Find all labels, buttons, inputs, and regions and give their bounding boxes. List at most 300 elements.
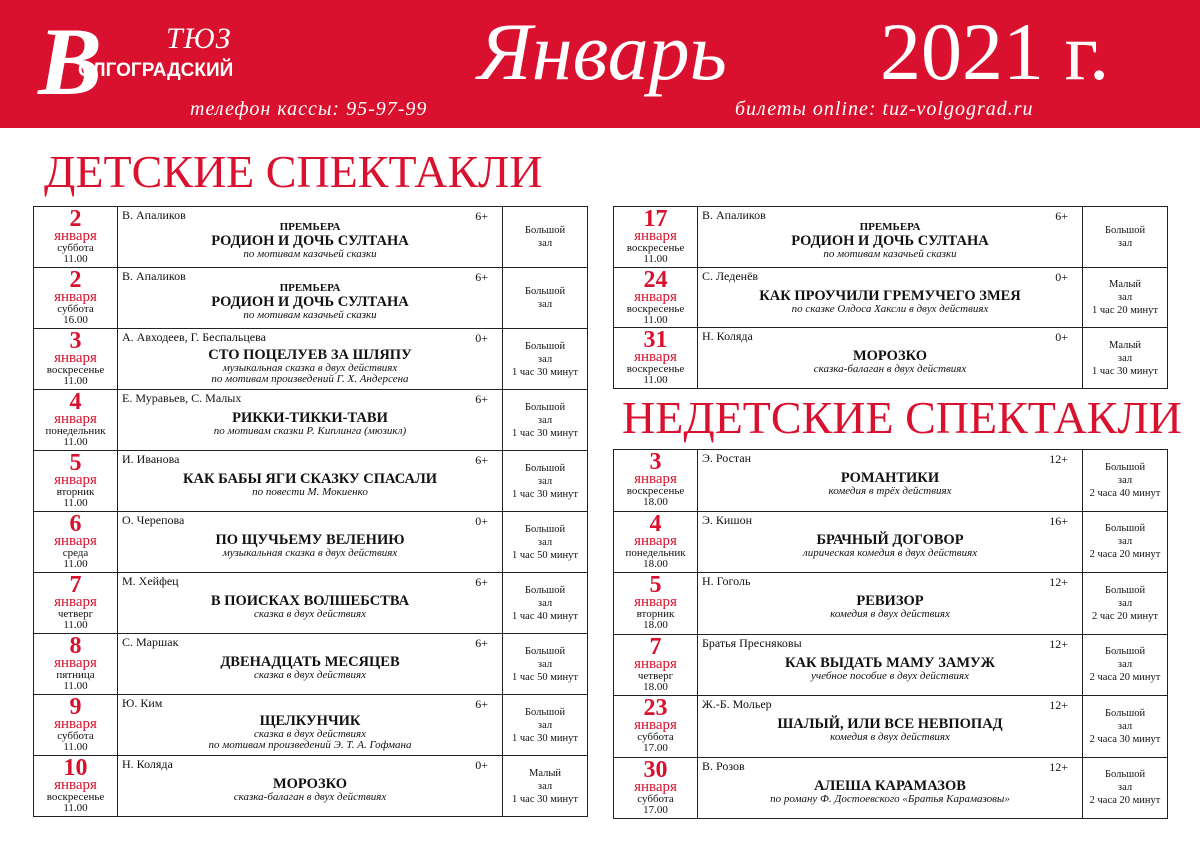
date-day: 5 [69,450,82,476]
weekday: пятница [56,669,95,681]
hall-word: зал [537,719,553,731]
show-body [118,593,502,620]
author: О. Черепова [122,513,185,527]
show-cell [118,390,503,451]
date-cell [34,634,118,695]
show-body [698,288,1082,315]
date-month: января [54,350,97,366]
show-cell [698,450,1083,512]
schedule-row[interactable] [34,634,588,695]
date-day: 24 [643,267,668,293]
hall-cell [503,268,588,329]
age-rating: 6+ [475,636,488,650]
hall-word: зал [1117,536,1133,548]
show-body [118,654,502,681]
hall-name: Большой [524,584,566,596]
show-subtitle: по мотивам сказки Р. Киплинга (мюзикл) [213,425,407,437]
weekday: воскресенье [626,242,685,254]
show-title[interactable]: ПО ЩУЧЬЕМУ ВЕЛЕНИЮ [215,532,405,548]
weekday: воскресенье [626,363,685,376]
schedule-row[interactable] [614,634,1168,696]
show-subtitle: музыкальная сказка в двух действиях [222,362,398,374]
show-cell [698,511,1083,573]
adult-section-title: НЕДЕТСКИЕ СПЕКТАКЛИ [622,392,1182,443]
logo-city: ОЛГОГРАДСКИЙ [78,60,234,81]
date-month: января [54,655,97,671]
show-body [698,716,1082,743]
hall-word: зал [1117,597,1133,609]
show-cell [698,634,1083,696]
date-cell [34,329,118,390]
date-month: января [54,777,97,793]
hall-word: зал [537,238,553,249]
hall-name: Большой [524,286,566,297]
show-time: 11.00 [63,619,88,631]
date-month: января [634,349,677,366]
show-time: 11.00 [63,497,88,509]
weekday: суббота [637,792,674,805]
duration: 2 часа 40 минут [1089,487,1161,499]
show-subtitle-2: по мотивам произведений Э. Т. А. Гофмана [208,739,412,751]
author: С. Леденёв [702,268,759,283]
age-rating: 0+ [475,331,488,345]
hall-name: Малый [528,767,561,779]
hall-word: зал [537,658,553,670]
hall-word: зал [1117,720,1133,732]
date-cell [34,695,118,756]
author: Э. Ростан [702,451,752,465]
hall-cell [503,573,588,634]
show-cell [118,268,503,329]
hall-name: Большой [1104,646,1146,658]
hall-cell [1083,267,1168,328]
schedule-row[interactable] [614,450,1168,512]
date-cell [614,267,698,328]
show-time: 18.00 [643,680,668,693]
hall-word: зал [537,414,553,426]
show-cell [118,573,503,634]
hall-cell [503,756,588,817]
hall-name: Малый [1108,279,1141,291]
hall-name: Большой [524,706,566,718]
date-day: 8 [69,633,82,659]
date-day: 6 [69,511,82,537]
hall-cell [1083,450,1168,512]
hall-word: зал [537,780,553,792]
age-rating: 0+ [1055,269,1068,284]
show-subtitle: музыкальная сказка в двух действиях [222,547,398,559]
author: А. Авходеев, Г. Беспальцева [122,330,266,344]
hall-word: зал [537,299,553,310]
show-subtitle: учебное пособие в двух действиях [810,669,970,682]
duration: 1 час 30 минут [512,427,578,439]
show-body [118,347,502,385]
date-month: января [54,411,97,427]
hall-cell [503,390,588,451]
hall-cell [503,695,588,756]
date-month: января [54,289,97,305]
date-cell [614,634,698,696]
author: Э. Кишон [702,512,753,527]
weekday: среда [62,547,89,559]
show-time: 11.00 [643,374,668,387]
age-rating: 6+ [1055,209,1068,223]
hall-word: зал [1117,474,1133,486]
hall-name: Большой [1104,769,1146,781]
date-cell [614,207,698,268]
age-rating: 12+ [1049,759,1068,774]
hall-cell [503,451,588,512]
show-time: 11.00 [643,253,668,265]
schedule-row[interactable] [614,573,1168,635]
year-title: 2021 г. [880,6,1110,97]
schedule-row[interactable] [34,573,588,634]
show-cell [118,756,503,817]
month-title: Январь [478,6,727,97]
schedule-row[interactable] [614,207,1168,268]
hall-word: зал [537,597,553,609]
age-rating: 12+ [1049,452,1068,466]
show-time: 18.00 [643,557,668,570]
show-time: 18.00 [643,496,668,508]
weekday: вторник [56,486,95,498]
show-body [118,713,502,751]
age-rating: 0+ [1055,330,1068,345]
author: Братья Пресняковы [702,635,802,650]
date-month: января [54,228,97,244]
date-month: января [54,594,97,610]
age-rating: 12+ [1049,636,1068,651]
weekday: понедельник [45,425,106,437]
show-cell [698,573,1083,635]
show-body [118,410,502,437]
date-month: января [54,472,97,488]
show-cell [118,451,503,512]
author: Н. Коляда [702,329,753,344]
premiere-label: ПРЕМЬЕРА [279,221,341,233]
show-subtitle: по роману Ф. Достоевского «Братья Карамазовы» [770,792,1010,805]
date-day: 7 [649,634,662,660]
show-title[interactable]: РЕВИЗОР [856,593,924,609]
show-title[interactable]: КАК ВЫДАТЬ МАМУ ЗАМУЖ [785,654,995,671]
show-title[interactable]: ШАЛЫЙ, ИЛИ ВСЕ НЕВПОПАД [777,716,1003,732]
age-rating: 12+ [1049,698,1068,712]
age-rating: 0+ [475,758,488,772]
date-cell [34,207,118,268]
show-subtitle: сказка в двух действиях [253,728,367,740]
duration: 1 час 30 минут [512,793,578,805]
hall-name: Большой [524,462,566,474]
date-month: января [54,533,97,549]
hall-cell [1083,573,1168,635]
duration: 1 час 20 минут [1092,305,1158,317]
duration: 1 час 30 минут [512,488,578,500]
author: В. Розов [702,758,745,773]
show-title[interactable]: ЩЕЛКУНЧИК [259,713,361,729]
show-subtitle: лирическая комедия в двух действиях [802,546,978,559]
show-cell [118,207,503,268]
duration: 1 час 40 минут [512,610,578,622]
hall-cell [503,512,588,573]
date-day: 4 [649,511,662,537]
show-subtitle: по мотивам казачьей сказки [823,248,957,260]
date-day: 10 [63,755,88,781]
schedule-row[interactable] [34,512,588,573]
schedule-row[interactable] [34,695,588,756]
date-day: 5 [649,572,662,598]
weekday: воскресенье [626,302,685,315]
weekday: четверг [637,669,674,682]
show-title[interactable]: РИККИ-ТИККИ-ТАВИ [232,410,388,426]
show-subtitle: по мотивам казачьей сказки [243,309,377,321]
show-subtitle: комедия в двух действиях [830,608,950,620]
date-cell [34,268,118,329]
show-time: 18.00 [643,619,668,631]
age-rating: 12+ [1049,575,1068,589]
date-cell [34,756,118,817]
age-rating: 16+ [1049,513,1068,528]
schedule-row[interactable] [614,757,1168,819]
date-month: января [634,717,677,733]
date-cell [614,328,698,389]
show-title[interactable]: БРАЧНЫЙ ДОГОВОР [816,531,964,548]
hall-word: зал [1117,292,1133,304]
date-month: января [634,532,677,549]
author: М. Хейфец [122,574,179,588]
show-cell [698,207,1083,268]
show-subtitle: по сказке Олдоса Хаксли в двух действиях [791,302,989,315]
show-cell [118,634,503,695]
duration: 1 час 30 минут [512,732,578,744]
duration: 2 часа 20 минут [1089,795,1161,807]
author: В. Апаликов [122,269,186,283]
author: Ж.-Б. Мольер [702,697,772,711]
age-rating: 0+ [475,514,488,528]
show-cell [698,757,1083,819]
author: В. Апаликов [122,208,186,222]
age-rating: 6+ [475,453,488,467]
age-rating: 6+ [475,209,488,223]
show-title[interactable]: АЛЕША КАРАМАЗОВ [814,777,966,794]
hall-name: Большой [1104,224,1146,236]
hall-word: зал [537,353,553,365]
show-body [118,282,502,321]
duration: 2 часа 20 минут [1089,549,1161,561]
hall-cell [1083,696,1168,758]
show-time: 16.00 [63,314,88,326]
show-time: 11.00 [643,313,668,326]
date-day: 31 [643,327,668,354]
show-title[interactable]: КАК ПРОУЧИЛИ ГРЕМУЧЕГО ЗМЕЯ [759,287,1021,304]
show-title[interactable]: МОРОЗКО [852,348,928,365]
show-title[interactable]: КАК БАБЫ ЯГИ СКАЗКУ СПАСАЛИ [182,471,438,487]
schedule-row[interactable] [34,329,588,390]
hall-cell [1083,757,1168,819]
show-title[interactable]: РОДИОН И ДОЧЬ СУЛТАНА [211,294,409,310]
weekday: суббота [57,303,94,315]
show-body [698,655,1082,682]
show-cell [118,329,503,390]
date-day: 17 [643,206,668,232]
duration: 1 час 50 минут [512,671,578,683]
weekday: воскресенье [626,485,685,497]
date-month: января [634,594,677,610]
show-subtitle: комедия в трёх действиях [828,485,952,497]
date-month: января [634,471,677,487]
schedule-row[interactable] [34,451,588,512]
show-time: 17.00 [643,742,668,754]
adult-schedule-table [613,449,1168,819]
show-subtitle: сказка-балаган в двух действиях [233,791,387,803]
schedule-row[interactable] [614,328,1168,389]
date-cell [34,512,118,573]
show-title[interactable]: МОРОЗКО [272,776,348,792]
hall-name: Большой [524,401,566,413]
author: С. Маршак [122,635,179,649]
weekday: четверг [57,608,94,620]
date-cell [34,390,118,451]
box-office-phone: телефон кассы: 95-97-99 [190,98,428,120]
show-subtitle: комедия в двух действиях [830,731,950,743]
show-body [698,470,1082,497]
kids-schedule-table-right [613,206,1168,389]
schedule-row[interactable] [34,756,588,817]
hall-name: Большой [524,340,566,352]
schedule-row[interactable] [614,267,1168,328]
date-day: 7 [69,572,82,598]
schedule-row[interactable] [614,511,1168,573]
hall-name: Большой [1104,523,1146,535]
show-title[interactable]: ДВЕНАДЦАТЬ МЕСЯЦЕВ [220,654,400,670]
show-time: 11.00 [63,802,88,814]
date-day: 30 [643,757,668,783]
show-body [118,776,502,803]
hall-cell [1083,511,1168,573]
author: Н. Гоголь [702,574,751,588]
show-subtitle: по повести М. Мокиенко [252,486,368,498]
date-cell [614,757,698,819]
hall-cell [1083,328,1168,389]
hall-cell [503,207,588,268]
hall-word: зал [1117,237,1133,249]
date-day: 2 [69,267,82,293]
header-banner [0,0,1200,128]
schedule-row[interactable] [34,390,588,451]
author: В. Апаликов [702,208,766,222]
date-month: января [634,778,677,795]
show-title[interactable]: РОДИОН И ДОЧЬ СУЛТАНА [211,233,409,249]
schedule-row[interactable] [34,207,588,268]
date-day: 4 [69,389,82,415]
show-cell [698,267,1083,328]
show-body [118,221,502,260]
duration: 1 час 30 минут [512,366,578,378]
schedule-row[interactable] [34,268,588,329]
date-day: 23 [643,695,668,721]
hall-word: зал [1117,782,1133,794]
age-rating: 6+ [475,392,488,406]
show-time: 11.00 [63,741,88,753]
duration: 2 часа 30 минут [1089,733,1161,745]
author: Ю. Ким [122,696,163,710]
duration: 2 час 20 минут [1092,610,1158,622]
premiere-label: ПРЕМЬЕРА [859,221,921,233]
show-title[interactable]: РОМАНТИКИ [840,470,940,486]
date-month: января [634,655,677,672]
logo-tuz: ТЮЗ [166,22,232,55]
hall-cell [1083,634,1168,696]
show-time: 11.00 [63,558,88,570]
hall-name: Большой [524,523,566,535]
hall-name: Большой [524,645,566,657]
hall-name: Большой [1104,584,1146,596]
date-cell [614,573,698,635]
author: Н. Коляда [122,757,173,771]
hall-name: Малый [1108,339,1141,351]
show-cell [698,328,1083,389]
date-month: января [634,228,677,244]
show-subtitle-2: по мотивам произведений Г. Х. Андерсена [211,373,409,385]
weekday: воскресенье [46,791,105,803]
hall-name: Большой [1104,461,1146,473]
show-title[interactable]: СТО ПОЦЕЛУЕВ ЗА ШЛЯПУ [208,347,412,363]
premiere-label: ПРЕМЬЕРА [279,282,341,294]
date-month: января [54,716,97,732]
show-time: 11.00 [63,680,88,692]
show-body [118,532,502,559]
show-body [698,778,1082,805]
weekday: суббота [637,731,674,743]
show-body [698,532,1082,559]
date-cell [614,450,698,512]
age-rating: 6+ [475,697,488,711]
weekday: суббота [57,242,94,254]
date-cell [614,511,698,573]
show-subtitle: сказка в двух действиях [253,669,367,681]
date-day: 3 [649,449,662,475]
hall-cell [503,329,588,390]
hall-cell [1083,207,1168,268]
show-body [698,221,1082,260]
show-cell [698,696,1083,758]
show-body [118,471,502,498]
show-title[interactable]: В ПОИСКАХ ВОЛШЕБСТВА [210,593,410,609]
author: И. Иванова [122,452,180,466]
hall-name: Большой [1104,707,1146,719]
date-cell [614,696,698,758]
date-day: 2 [69,206,82,232]
show-title[interactable]: РОДИОН И ДОЧЬ СУЛТАНА [791,233,989,249]
duration: 1 час 50 минут [512,549,578,561]
schedule-row[interactable] [614,696,1168,758]
show-time: 17.00 [643,803,668,816]
logo-letter: В [38,8,103,115]
author: Е. Муравьев, С. Малых [122,391,242,405]
show-body [698,593,1082,620]
show-subtitle: сказка в двух действиях [253,608,367,620]
hall-cell [503,634,588,695]
kids-schedule-table [33,206,588,817]
date-cell [34,573,118,634]
weekday: воскресенье [46,364,105,376]
show-subtitle: по мотивам казачьей сказки [243,248,377,260]
weekday: суббота [57,730,94,742]
age-rating: 6+ [475,575,488,589]
show-cell [118,695,503,756]
hall-word: зал [537,536,553,548]
show-time: 11.00 [63,253,88,265]
date-day: 3 [69,328,82,354]
